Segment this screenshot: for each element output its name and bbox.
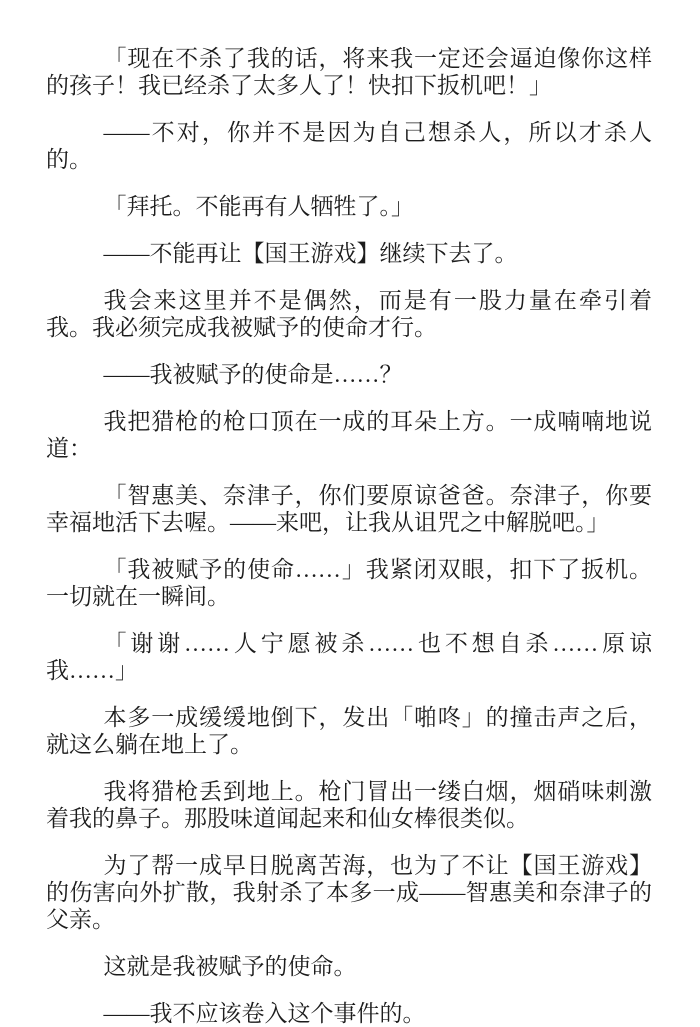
- paragraph: ——我不应该卷入这个事件的。: [103, 1001, 426, 1026]
- paragraph: 我把猎枪的枪口顶在一成的耳朵上方。一成喃喃地说道：: [46, 409, 652, 461]
- paragraph: 「智惠美、奈津子，你们要原谅爸爸。奈津子，你要幸福地活下去喔。——来吧，让我从诅咒之中解脱吧。」: [46, 483, 652, 535]
- paragraph: 「现在不杀了我的话，将来我一定还会逼迫像你这样的孩子！我已经杀了太多人了！快扣下扳机吧！」: [46, 46, 652, 98]
- paragraph: 为了帮一成早日脱离苦海，也为了不让【国王游戏】的伤害向外扩散，我射杀了本多一成——智惠美和奈津子的父亲。: [46, 853, 652, 932]
- paragraph: 我将猎枪丢到地上。枪门冒出一缕白烟，烟硝味刺激着我的鼻子。那股味道闻起来和仙女棒很类似。: [46, 779, 652, 831]
- paragraph: 这就是我被赋予的使命。: [103, 954, 357, 979]
- paragraph: 我会来这里并不是偶然，而是有一股力量在牵引着我。我必须完成我被赋予的使命才行。: [46, 288, 652, 340]
- paragraph: 「我被赋予的使命……」我紧闭双眼，扣下了扳机。一切就在一瞬间。: [46, 557, 652, 609]
- paragraph: ——不能再让【国王游戏】继续下去了。: [103, 241, 518, 266]
- paragraph: 「拜托。不能再有人牺牲了。」: [103, 194, 414, 219]
- paragraph: ——我被赋予的使命是……？: [103, 362, 403, 387]
- paragraph: 本多一成缓缓地倒下，发出「啪咚」的撞击声之后，就这么躺在地上了。: [46, 705, 652, 757]
- paragraph: ——不对，你并不是因为自己想杀人，所以才杀人的。: [46, 120, 652, 172]
- paragraph: 「谢谢……人宁愿被杀……也不想自杀……原谅我……」: [46, 631, 652, 683]
